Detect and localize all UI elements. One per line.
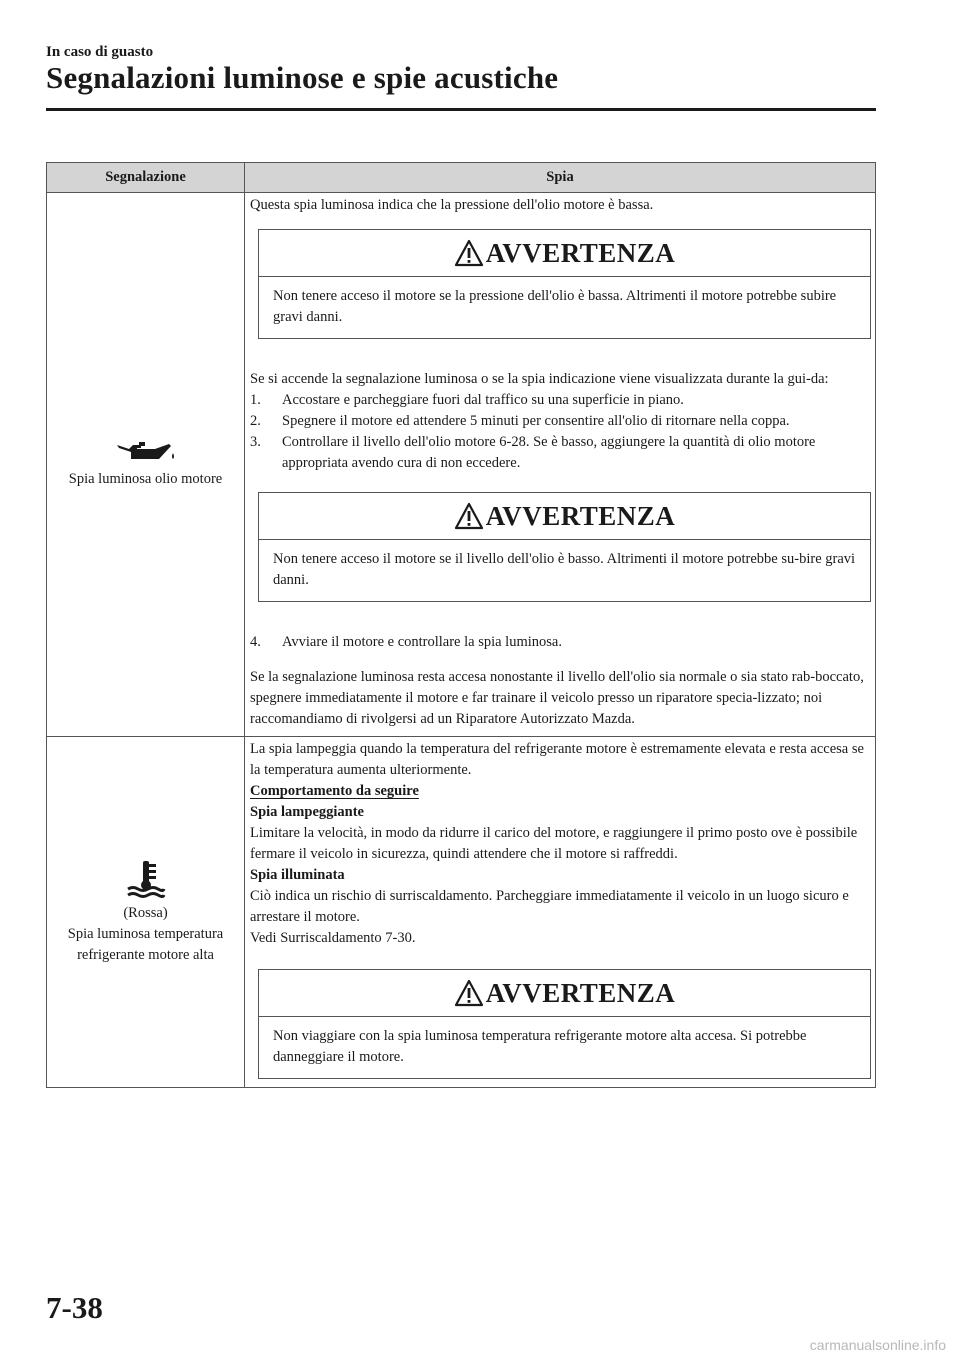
warning-title: AVVERTENZA <box>485 237 676 268</box>
see-reference: Vedi Surriscaldamento 7-30. <box>250 930 416 946</box>
warning-triangle-icon <box>454 502 484 530</box>
warning-header <box>259 493 870 540</box>
column-header-spia: Spia <box>245 163 876 193</box>
title-rule <box>46 108 876 111</box>
list-item: 1. Accostare e parcheggiare fuori dal traffico su una superficie in piano. <box>250 392 684 408</box>
table-row <box>47 193 876 737</box>
page-number: 7-38 <box>46 1290 103 1325</box>
signal-cell <box>47 737 245 1088</box>
oil-intro: Questa spia luminosa indica che la pressione dell'olio motore è bassa. <box>250 197 654 213</box>
warning-triangle-icon <box>454 239 484 267</box>
warning-text: Non tenere acceso il motore se la pressione dell'olio è bassa. Altrimenti il motore potrebbe subire gravi danni. <box>273 288 837 325</box>
warning-text: Non viaggiare con la spia luminosa temperatura refrigerante motore alta accesa. Si potrebbe danneggiare il motore. <box>273 1028 807 1065</box>
signal-cell <box>47 193 245 737</box>
spia-cell <box>245 193 876 737</box>
lit-heading: Spia illuminata <box>250 867 345 883</box>
spia-cell <box>245 737 876 1088</box>
warning-title: AVVERTENZA <box>485 977 676 1008</box>
behavior-heading: Comportamento da seguire <box>250 783 419 799</box>
oil-can-icon <box>115 439 177 465</box>
list-item: 2. Spegnere il motore ed attendere 5 minuti per consentire all'olio di ritornare nella coppa. <box>250 413 790 429</box>
warning-title: AVVERTENZA <box>485 500 676 531</box>
section-label: In caso di guasto <box>46 44 154 60</box>
steps-list <box>250 390 871 474</box>
warning-triangle-icon <box>454 979 484 1007</box>
signal-color: (Rossa) <box>123 904 168 921</box>
coolant-intro: La spia lampeggia quando la temperatura del refrigerante motore è estremamente elevata e resta accesa se la temperatura aumenta ulteriormente. <box>250 741 864 778</box>
steps-list <box>250 632 871 653</box>
lit-text: Ciò indica un rischio di surriscaldamento. Parcheggiare immediatamente il veicolo in un luogo sicuro e arrestare il motore. <box>250 888 849 925</box>
watermark: carmanualsonline.info <box>809 1337 946 1353</box>
warning-box <box>258 492 871 602</box>
warning-text: Non tenere acceso il motore se il livello dell'olio è basso. Altrimenti il motore potrebbe su-bire gravi danni. <box>273 551 856 588</box>
condition-text: Se si accende la segnalazione luminosa o se la spia indicazione viene visualizzata durante la gui-da: <box>250 371 829 387</box>
signal-label: Spia luminosa temperatura refrigerante motore alta <box>67 925 224 963</box>
warning-header <box>259 230 870 277</box>
flash-text: Limitare la velocità, in modo da ridurre il carico del motore, e raggiungere il primo posto ove è possibile fermare il veicolo in sicurezza, quindi attendere che il motore si raffreddi. <box>250 825 858 862</box>
table-header-row <box>47 163 876 193</box>
coolant-temperature-icon <box>126 859 166 899</box>
table-row <box>47 737 876 1088</box>
signals-table <box>46 162 876 1088</box>
flash-heading: Spia lampeggiante <box>250 804 364 820</box>
list-item: 3. Controllare il livello dell'olio motore 6-28. Se è basso, aggiungere la quantità di olio motore appropriata avendo cura di non eccedere. <box>250 434 816 471</box>
list-item: 4. Avviare il motore e controllare la spia luminosa. <box>250 634 562 650</box>
column-header-signal: Segnalazione <box>47 163 245 193</box>
page-title: Segnalazioni luminose e spie acustiche <box>46 60 559 95</box>
warning-header <box>259 970 870 1017</box>
final-text: Se la segnalazione luminosa resta accesa nonostante il livello dell'olio sia normale o sia stato rab-boccato, spegnere immediatamente il motore e far trainare il veicolo presso un riparatore specia-lizzato; noi raccomandiamo di rivolgersi ad un Riparatore Autorizzato Mazda. <box>250 669 864 727</box>
warning-box <box>258 969 871 1079</box>
warning-box <box>258 229 871 339</box>
signal-label: Spia luminosa olio motore <box>68 471 223 487</box>
